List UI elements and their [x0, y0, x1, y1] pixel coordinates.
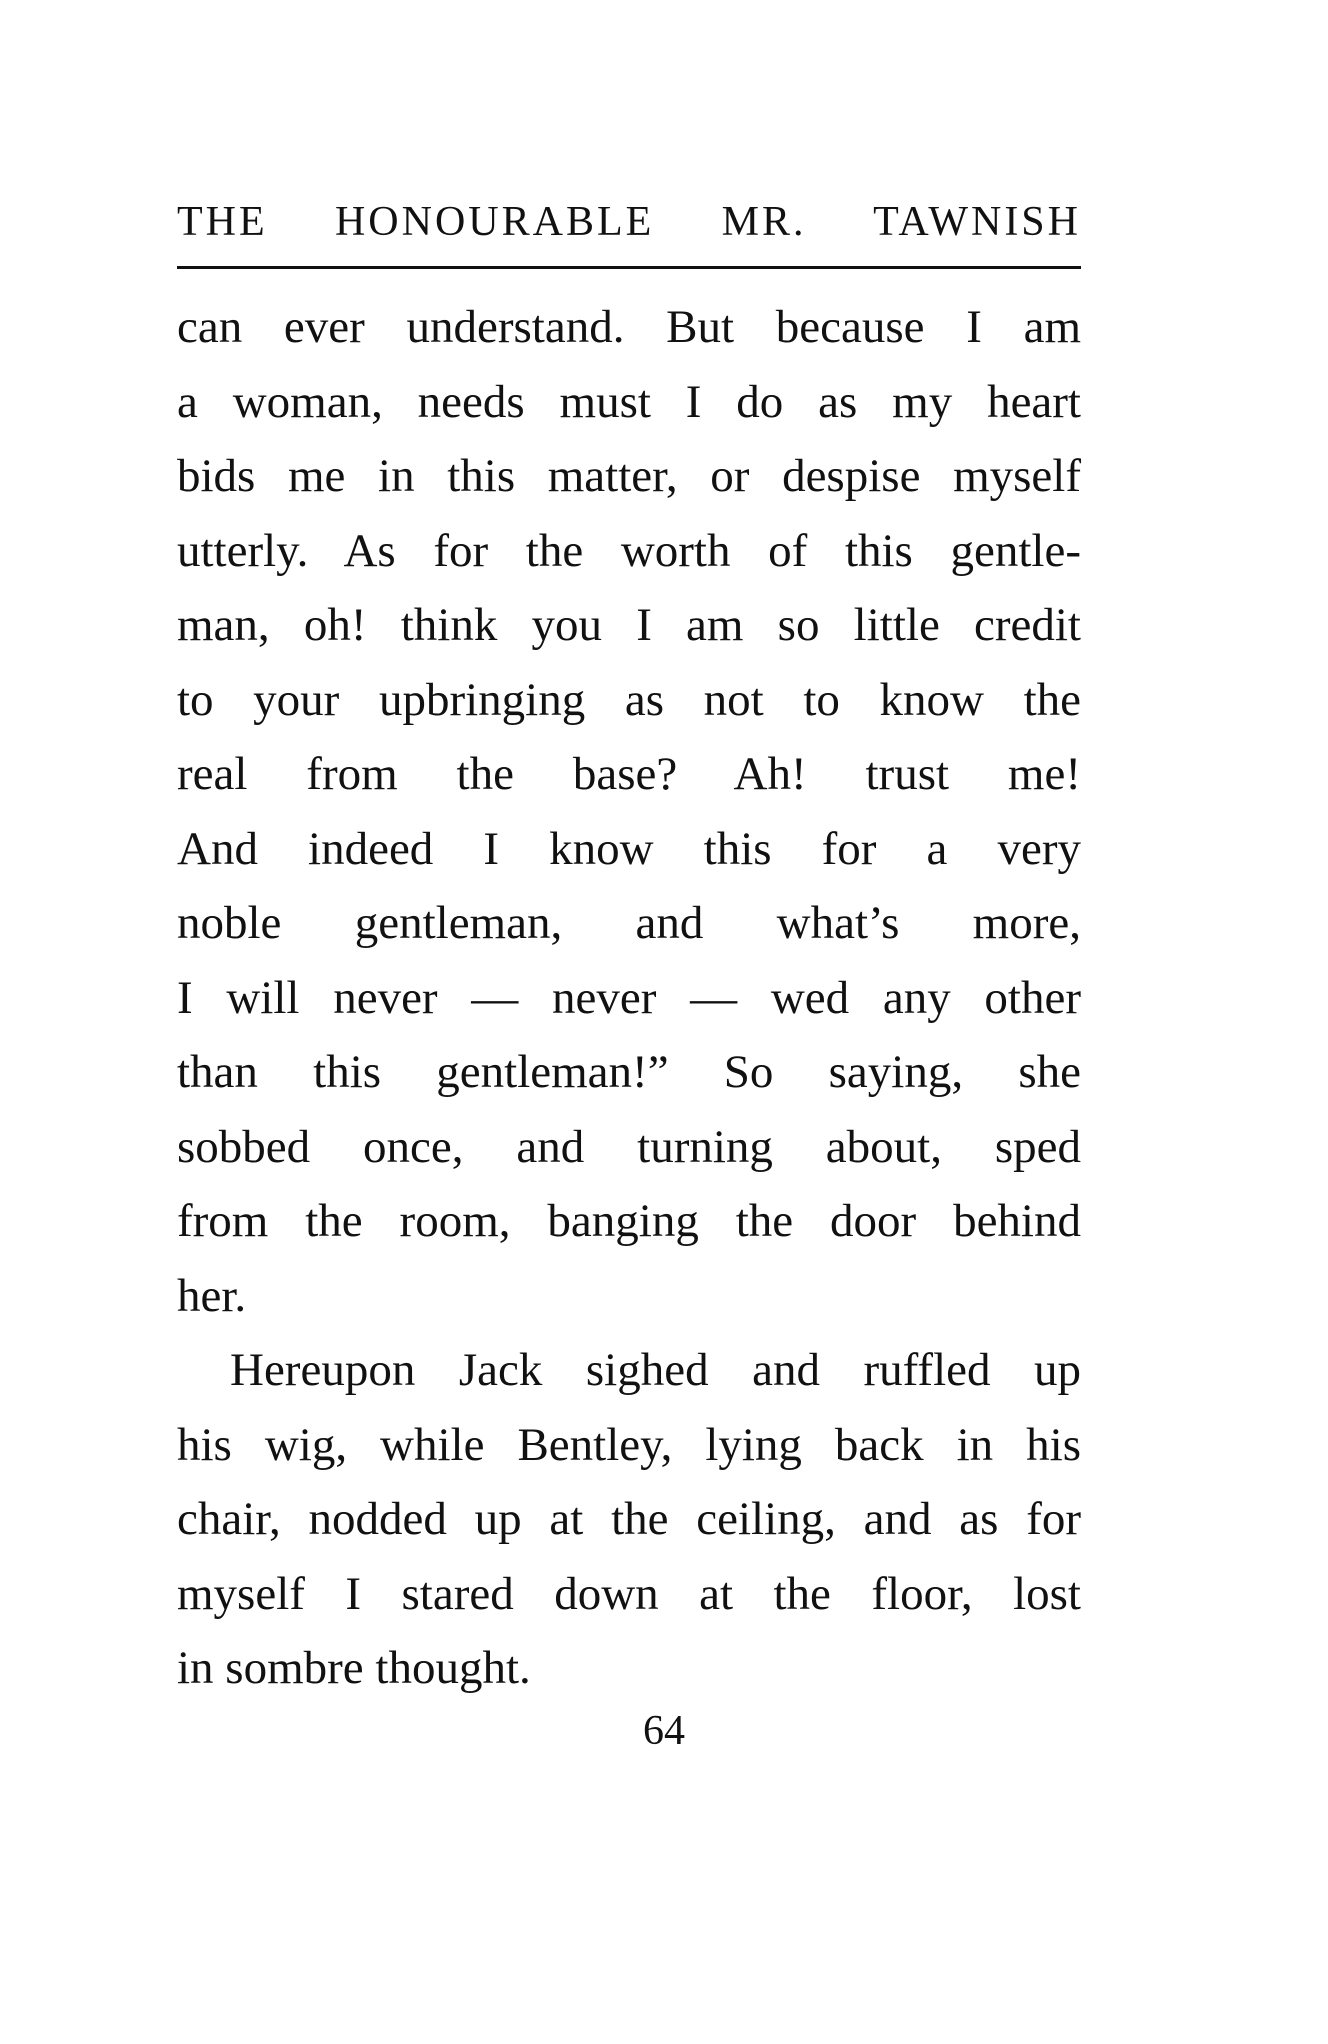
- paragraph-2-line: Hereupon Jack sighed and ruffled up: [230, 1344, 1081, 1396]
- paragraph-1-line: man, oh! think you I am so little credit: [177, 599, 1081, 651]
- paragraph-2-line: his wig, while Bentley, lying back in his: [177, 1418, 1081, 1471]
- header-rule: [177, 266, 1081, 269]
- paragraph-1-line: real from the base? Ah! trust me!: [177, 748, 1081, 800]
- body-text: [177, 290, 1081, 1706]
- paragraph-2-line: chair, nodded up at the ceiling, and as for: [177, 1493, 1081, 1545]
- paragraph-1-line: her.: [177, 1269, 247, 1322]
- paragraph-1-line: And indeed I know this for a very: [177, 822, 1081, 875]
- paragraph-2-line: myself I stared down at the floor, lost: [177, 1567, 1081, 1620]
- paragraph-1-line: to your upbringing as not to know the: [177, 673, 1081, 726]
- paragraph-1-line: from the room, banging the door behind: [177, 1195, 1081, 1247]
- paragraph-2-line: in sombre thought.: [177, 1642, 531, 1694]
- paragraph-1-line: can ever understand. But because I am: [177, 301, 1081, 353]
- running-head: THE HONOURABLE MR. TAWNISH: [177, 199, 1081, 245]
- paragraph-1-line: noble gentleman, and what’s more,: [177, 897, 1081, 949]
- page-number: 64: [643, 1708, 685, 1754]
- paragraph-1-line: bids me in this matter, or despise myself: [177, 450, 1081, 502]
- paragraph-1-line: sobbed once, and turning about, sped: [177, 1120, 1081, 1173]
- paragraph-1-line: I will never — never — wed any other: [177, 971, 1081, 1024]
- paragraph-1-line: than this gentleman!” So saying, she: [177, 1046, 1081, 1098]
- paragraph-1-line: utterly. As for the worth of this gentle-: [177, 524, 1081, 577]
- paragraph-1-line: a woman, needs must I do as my heart: [177, 375, 1081, 428]
